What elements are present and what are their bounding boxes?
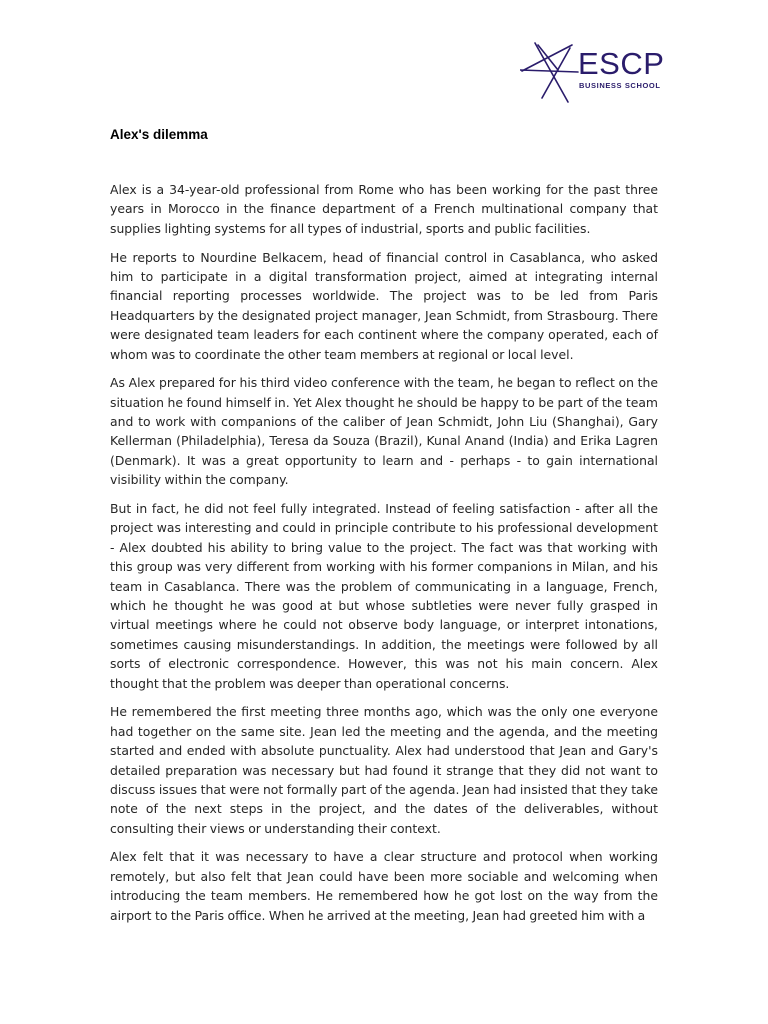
paragraph: Alex felt that it was necessary to have a clear structure and protocol when working remotely, but also felt that Jean could have been more sociable and welcoming when introducing the team members. He remembered how he got lost on the way from the airport to the Paris office. When he arrived at the meeting, Jean had greeted him with a (110, 849, 658, 923)
escp-logo (520, 40, 665, 104)
paragraph: As Alex prepared for his third video conference with the team, he began to reflect on the situation he found himself in. Yet Alex thought he should be happy to be part of the team and to work with companions of the caliber of Jean Schmidt, John Liu (Shanghai), Gary Kellerman (Philadelphia), Teresa da Souza (Brazil), Kunal Anand (India) and Erika Lagren (Denmark). It was a great opportunity to learn and - perhaps - to gain international visibility within the company. (110, 375, 658, 488)
paragraph: He reports to Nourdine Belkacem, head of financial control in Casablanca, who asked him to participate in a digital transformation project, aimed at integrating internal financial reporting processes worldwide. The project was to be led from Paris Headquarters by the designated project manager, Jean Schmidt, from Strasbourg. There were designated team leaders for each continent where the company operated, each of whom was to coordinate the other team members at regional or local level. (110, 249, 658, 362)
document-title: Alex's dilemma (110, 127, 208, 142)
paragraph: Alex is a 34-year-old professional from Rome who has been working for the past three years in Morocco in the finance department of a French multinational company that supplies lighting systems for all types of industrial, sports and public facilities. (110, 182, 658, 236)
logo-subtitle: BUSINESS SCHOOL (579, 81, 661, 90)
document-body (110, 180, 658, 934)
escp-star-icon (520, 40, 580, 104)
logo-wordmark: ESCP (578, 46, 665, 81)
paragraph: But in fact, he did not feel fully integrated. Instead of feeling satisfaction - after all the project was interesting and could in principle contribute to his professional development - Alex doubted his ability to bring value to the project. The fact was that working with this group was very different from working with his former companions in Milan, and his team in Casablanca. There was the problem of communicating in a language, French, which he thought he was good at but whose subtleties were never fully grasped in virtual meetings where he could not observe body language, or interpret intonations, sometimes causing misunderstandings. In addition, the meetings were followed by all sorts of electronic correspondence. However, this was not his main concern. Alex thought that the problem was deeper than operational concerns. (110, 500, 658, 691)
paragraph: He remembered the first meeting three months ago, which was the only one everyone had together on the same site. Jean led the meeting and the agenda, and the meeting started and ended with absolute punctuality. Alex had understood that Jean and Gary's detailed preparation was necessary but had found it strange that they did not want to discuss issues that were not formally part of the agenda. Jean had insisted that they take note of the next steps in the project, and the dates of the deliverables, without consulting their views or understanding their context. (110, 704, 658, 836)
